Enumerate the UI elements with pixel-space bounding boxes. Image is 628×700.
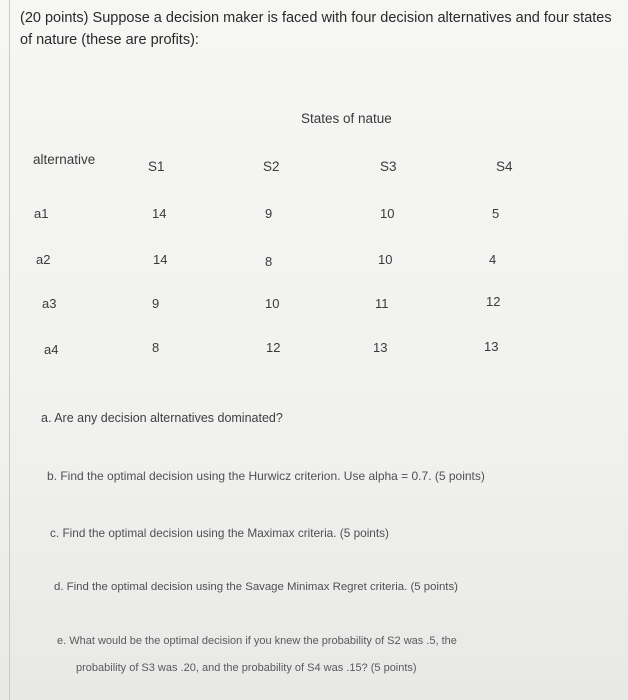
cell-a1-s1: 14 <box>152 206 167 221</box>
column-header-s3: S3 <box>380 159 397 174</box>
part-e-text-line1: e. What would be the optimal decision if you knew the probability of S2 was .5, the <box>57 635 457 647</box>
column-header-s2: S2 <box>263 159 280 174</box>
cell-a2-s2: 8 <box>265 254 273 269</box>
part-a-text: a. Are any decision alternatives dominated? <box>41 411 283 425</box>
part-c-text: c. Find the optimal decision using the Maximax criteria. (5 points) <box>50 526 389 540</box>
row-label-a1: a1 <box>34 206 49 221</box>
part-e-text-line2: probability of S3 was .20, and the probability of S4 was .15? (5 points) <box>76 662 417 674</box>
cell-a4-s3: 13 <box>373 340 388 355</box>
cell-a2-s3: 10 <box>378 252 393 267</box>
row-label-a4: a4 <box>44 342 59 357</box>
cell-a1-s4: 5 <box>492 206 500 221</box>
cell-a1-s2: 9 <box>265 206 273 221</box>
row-label-a3: a3 <box>42 296 57 311</box>
cell-a2-s4: 4 <box>489 252 497 267</box>
cell-a2-s1: 14 <box>153 252 168 267</box>
cell-a3-s2: 10 <box>265 296 280 311</box>
column-header-s1: S1 <box>148 159 165 174</box>
cell-a4-s4: 13 <box>484 339 499 354</box>
part-d-text: d. Find the optimal decision using the Savage Minimax Regret criteria. (5 points) <box>54 581 458 593</box>
alternative-header: alternative <box>33 152 96 167</box>
row-label-a2: a2 <box>36 252 51 267</box>
page-left-border <box>9 0 10 700</box>
cell-a4-s2: 12 <box>266 340 281 355</box>
cell-a4-s1: 8 <box>152 340 160 355</box>
cell-a3-s1: 9 <box>152 296 160 311</box>
column-header-s4: S4 <box>496 159 513 174</box>
part-b-text: b. Find the optimal decision using the Hurwicz criterion. Use alpha = 0.7. (5 points) <box>47 469 485 483</box>
cell-a3-s3: 11 <box>375 296 389 311</box>
cell-a1-s3: 10 <box>380 206 395 221</box>
question-title: (20 points) Suppose a decision maker is faced with four decision alternatives and four states of nature (these are profits): <box>20 10 612 48</box>
cell-a3-s4: 12 <box>486 294 501 309</box>
states-caption: States of natue <box>301 111 392 126</box>
